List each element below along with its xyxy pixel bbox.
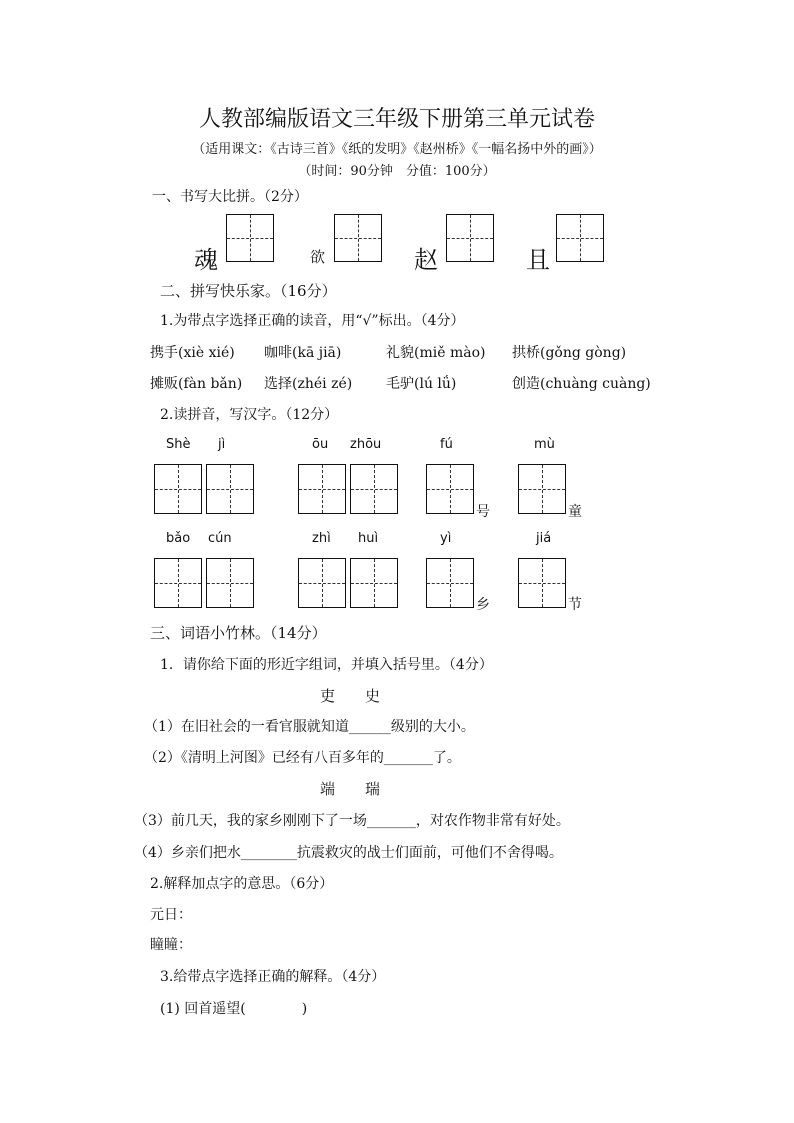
grid-suffix: 号 xyxy=(476,504,490,520)
writing-grid[interactable] xyxy=(226,214,274,262)
writing-grid[interactable] xyxy=(154,558,202,608)
pinyin-label: mù xyxy=(534,437,555,452)
pinyin-label: jiá xyxy=(536,531,552,546)
fill-sentence[interactable]: （1）在旧社会的一看官服就知道______级别的大小。 xyxy=(144,719,475,735)
writing-grid[interactable] xyxy=(298,464,346,514)
answer-item[interactable]: 元日： xyxy=(150,907,192,923)
reading-option[interactable]: 选择(zhéi zé) xyxy=(264,376,353,392)
answer-item[interactable]: (1) 回首遥望( ) xyxy=(160,1001,308,1017)
section1-heading: 一、书写大比拼。（2分） xyxy=(152,189,308,205)
reading-option[interactable]: 礼貌(miě mào) xyxy=(386,345,486,361)
pinyin-label: zhì xyxy=(312,531,331,546)
reading-option[interactable]: 携手(xiè xié) xyxy=(150,345,235,361)
reading-option[interactable]: 毛驴(lú lǘ) xyxy=(386,376,457,392)
model-char-4: 且 xyxy=(526,246,550,274)
fill-sentence[interactable]: （2）《清明上河图》已经有八百多年的_______了。 xyxy=(144,750,461,766)
pinyin-label: Shè xyxy=(166,437,191,452)
q3-2-prompt: 2.解释加点字的意思。（6分） xyxy=(150,876,334,892)
q3-3-prompt: 3.给带点字选择正确的解释。（4分） xyxy=(160,969,386,985)
page-title: 人教部编版语文三年级下册第三单元试卷 xyxy=(198,107,595,132)
writing-grid[interactable] xyxy=(154,464,202,514)
pinyin-label: zhōu xyxy=(350,437,382,452)
writing-grid[interactable] xyxy=(206,558,254,608)
reading-option[interactable]: 咖啡(kā jiā) xyxy=(264,345,342,361)
reading-option[interactable]: 拱桥(gǒng gòng) xyxy=(512,345,627,361)
writing-grid[interactable] xyxy=(426,558,474,608)
q2-1-prompt: 1.为带点字选择正确的读音，用“√”标出。（4分） xyxy=(160,313,465,329)
q2-2-prompt: 2.读拼音，写汉字。（12分） xyxy=(160,407,339,423)
pinyin-label: jì xyxy=(218,437,226,452)
grid-suffix: 童 xyxy=(568,504,582,520)
model-char-2: 欲 xyxy=(310,248,326,266)
section2-heading: 二、拼写快乐家。（16分） xyxy=(160,282,337,300)
grid-suffix: 节 xyxy=(568,597,582,613)
time-score: （时间：90分钟 分值：100分） xyxy=(298,164,496,179)
writing-grid[interactable] xyxy=(556,214,604,262)
fill-sentence[interactable]: （3）前几天，我的家乡刚刚下了一场_______，对农作物非常有好处。 xyxy=(134,813,570,829)
pinyin-label: cún xyxy=(208,531,232,546)
fill-sentence[interactable]: （4）乡亲们把水________抗震救灾的战士们面前，可他们不舍得喝。 xyxy=(134,845,563,861)
char-pair: 端 瑞 xyxy=(320,780,381,798)
q3-1-prompt: 1．请你给下面的形近字组词，并填入括号里。（4分） xyxy=(160,657,493,673)
writing-grid[interactable] xyxy=(334,214,382,262)
applicable-lessons: （适用课文：《古诗三首》《纸的发明》《赵州桥》《一幅名扬中外的画》） xyxy=(192,142,602,157)
writing-grid[interactable] xyxy=(446,214,494,262)
pinyin-label: ōu xyxy=(312,437,329,452)
writing-grid[interactable] xyxy=(350,558,398,608)
writing-grid[interactable] xyxy=(206,464,254,514)
writing-grid[interactable] xyxy=(518,558,566,608)
reading-option[interactable]: 创造(chuàng cuàng) xyxy=(512,376,651,392)
model-char-1: 魂 xyxy=(194,246,218,274)
reading-option[interactable]: 摊贩(fàn bǎn) xyxy=(150,376,243,392)
writing-grid[interactable] xyxy=(426,464,474,514)
writing-grid[interactable] xyxy=(350,464,398,514)
pinyin-label: yì xyxy=(440,531,452,546)
pinyin-label: bǎo xyxy=(166,531,191,546)
pinyin-label: fú xyxy=(440,437,453,452)
pinyin-label: huì xyxy=(358,531,379,546)
section3-heading: 三、词语小竹林。（14分） xyxy=(150,624,327,642)
grid-suffix: 乡 xyxy=(476,597,490,613)
model-char-3: 赵 xyxy=(414,246,438,274)
writing-grid[interactable] xyxy=(298,558,346,608)
answer-item[interactable]: 瞳瞳： xyxy=(150,937,192,953)
char-pair: 吏 史 xyxy=(320,687,381,705)
writing-grid[interactable] xyxy=(518,464,566,514)
